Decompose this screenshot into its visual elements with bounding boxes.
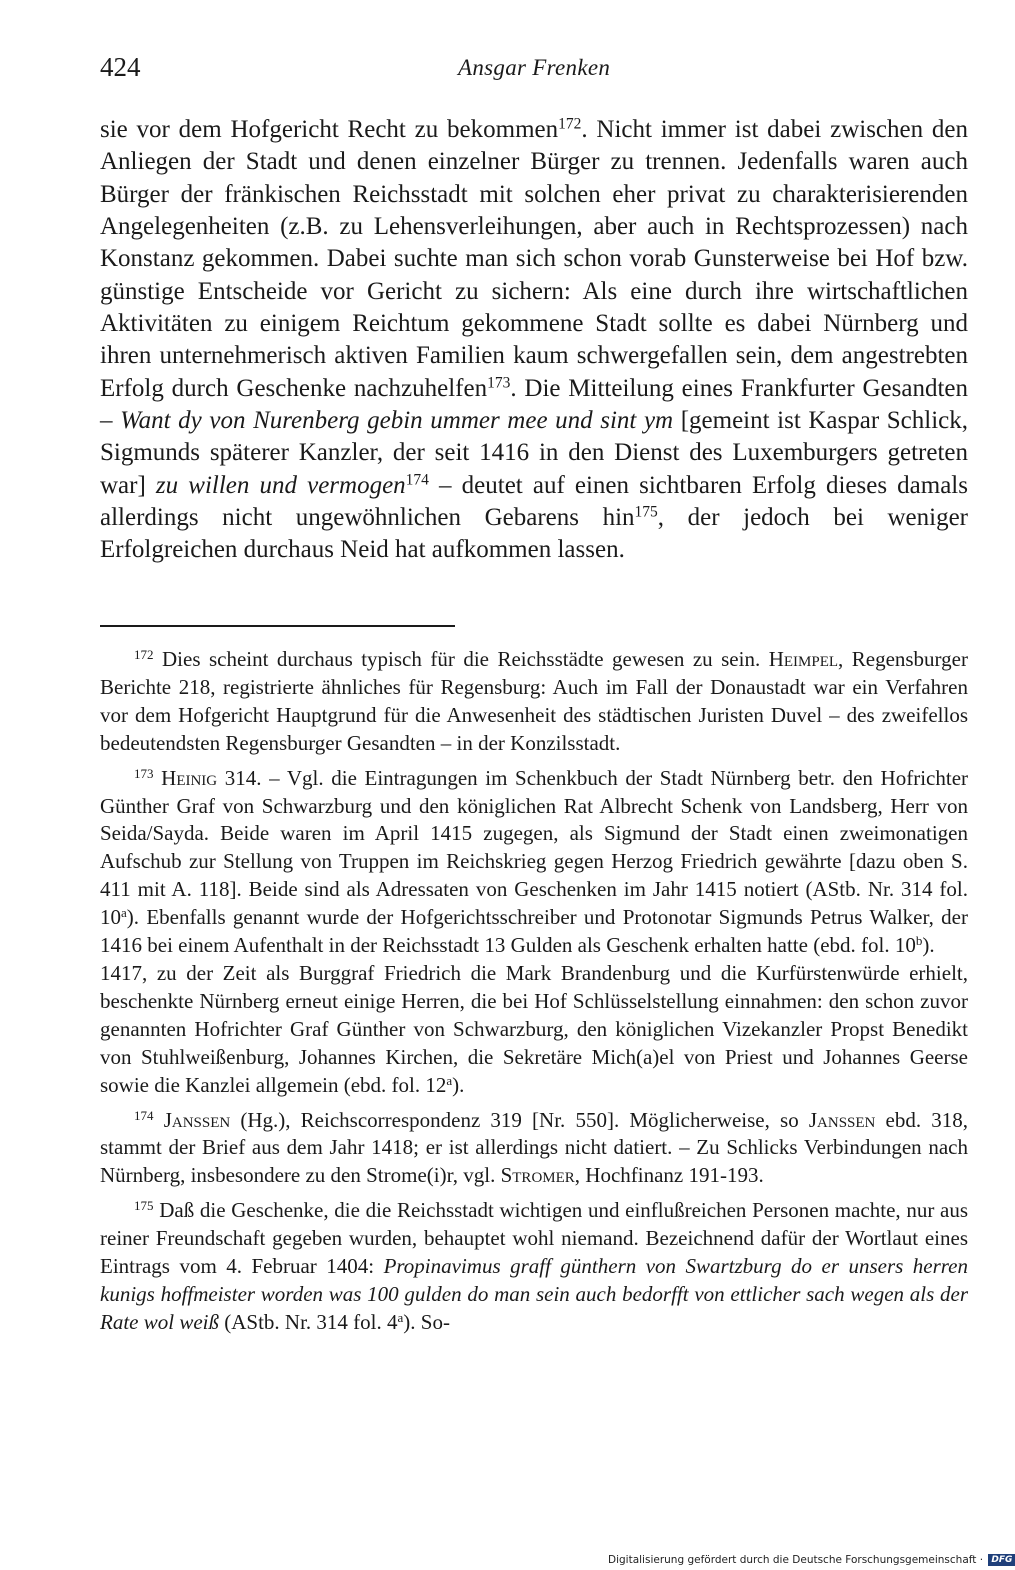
running-head: Ansgar Frenken	[458, 55, 611, 80]
folio-superscript: a	[446, 1072, 453, 1088]
text-run: 1417, zu der Zeit als Burggraf Friedrich die Mark Brandenburg und die Kurfürstenwürde erhielt, beschenkte Nürnberg erneut einige Herren, die bei Hof Schlüsselstellung einnahmen: den schon zuvor genannten Hofrichter Graf Günther von Schwarzburg, den königlichen Vizekanzler Propst Benedikt von Stuhlweißenburg, Johannes Kirchen, die Sekretäre Mich(a)el von Priest und Johannes Geerse sowie die Kanzlei allgemein (ebd. fol. 12	[100, 960, 968, 1097]
text-run: 314. – Vgl. die Eintragungen im Schenkbuch der Stadt Nürnberg betr. den Hofrichter Günther Graf von Schwarzburg und den königlichen Rat Albrecht Schenk von Landsberg, Herr von Seida/Sayda. Beide waren im April 1415 zugegen, als Sigmund der Stadt einen zweimonatigen Aufschub zur Stellung von Truppen im Reichskrieg gegen Herzog Friedrich gewährte [dazu oben S. 411 mit A. 118]. Beide sind als Adressaten von Geschenken im Jahr 1415 notiert (AStb. Nr. 314 fol. 10	[100, 765, 969, 930]
text-run: . Nicht immer ist dabei zwischen den Anliegen der Stadt und denen einzelner Bürger zu trennen. Jedenfalls waren auch Bürger der fränkischen Reichsstadt mit solchen eher privat zu charakterisierenden Angelegenheiten (z.B. zu Lehensverleihungen, aber auch in Rechtsprozessen) nach Konstanz gekommen. Dabei suchte man sich schon vorab Gunsterweise bei Hof bzw. günstige Entscheide vor Gericht zu sichern: Als eine durch ihre wirtschaftlichen Aktivitäten zu einigem Reichtum gekommene Stadt sollte es dabei Nürnberg und ihren unternehmerisch aktiven Familien kaum schwergefallen sein, dem angestrebten Erfolg durch Geschenke nachzuhelfen	[100, 116, 968, 402]
footnote-number: 172	[134, 646, 154, 662]
text-run: , Hochfinanz 191-193.	[574, 1163, 764, 1188]
author-name: Heinig	[161, 765, 218, 790]
text-run: ). Ebenfalls genannt wurde der Hofgerichtsschreiber und Protonotar Sigmunds Petrus Walker, der 1416 bei einem Aufenthalt in der Reichsstadt 13 Gulden als Geschenk erhalten hatte (ebd. fol. 10	[100, 905, 968, 958]
dfg-logo: DFG	[988, 1554, 1015, 1566]
folio-superscript: b	[915, 932, 923, 948]
footnote-separator	[100, 625, 455, 627]
footnote-number: 174	[134, 1107, 154, 1123]
footnote-ref-173[interactable]: 173	[487, 374, 511, 392]
footnote-number: 175	[134, 1198, 154, 1214]
page-number: 424	[100, 52, 141, 82]
main-text	[100, 114, 968, 567]
footnote-175	[100, 1197, 968, 1337]
footnote-ref-175[interactable]: 175	[634, 503, 658, 521]
footer-credit: Digitalisierung gefördert durch die Deutsche Forschungsgemeinschaft ·	[608, 1554, 984, 1566]
text-run: – deutet auf einen sichtbaren Erfolg dieses damals allerdings nicht ungewöhnlichen Gebarens hin	[100, 471, 968, 532]
footnote-number: 173	[134, 765, 154, 781]
digitization-footer	[608, 1554, 1015, 1566]
text-run: ).	[922, 933, 935, 958]
quote-italic: Propinavimus graff günthern von Swartzburg do er unsers herren kunigs hoffmeister worden was 100 gulden do man sein auch bedorfft von ettlicher sach wegen als der Rate wol weiß	[100, 1254, 969, 1334]
folio-superscript: a	[121, 905, 127, 920]
text-run: Daß die Geschenke, die die Reichsstadt wichtigen und einflußreichen Personen machte, nur aus reiner Freundschaft gegeben wurden, behauptet wohl niemand. Bezeichnend dafür der Wortlaut eines Eintrags vom 4. Februar 1404:	[100, 1198, 968, 1279]
footnote-ref-174[interactable]: 174	[405, 471, 429, 489]
footnotes	[100, 646, 968, 1337]
text-run: [gemeint ist Kaspar Schlick, Sigmunds späterer Kanzler, der seit 1416 in den Dienst des Luxemburgers getreten war]	[100, 407, 969, 499]
author-name: Janssen	[808, 1107, 876, 1132]
text-run: ).	[452, 1072, 465, 1097]
footnote-174	[100, 1107, 968, 1191]
author-name: Stromer	[500, 1163, 575, 1188]
text-run: (Hg.), Reichscorrespondenz 319 [Nr. 550]. Möglicherweise, so	[230, 1107, 809, 1132]
text-run: (AStb. Nr. 314 fol. 4	[219, 1309, 398, 1334]
text-run: sie vor dem Hofgericht Recht zu bekommen	[100, 116, 559, 143]
author-name: Heimpel	[768, 647, 839, 671]
page-header	[100, 52, 970, 86]
text-run: , Regensburger Berichte 218, registrierte ähnliches für Regensburg: Auch im Fall der Donaustadt war ein Verfahren vor dem Hofgericht Hauptgrund für die Anwesenheit des städtischen Juristen Duvel – des zweifellos bedeutendsten Regensburger Gesandten – in der Konzilsstadt.	[100, 647, 968, 755]
author-name: Janssen	[163, 1107, 231, 1132]
footnote-173-continuation	[100, 960, 968, 1100]
footnote-173	[100, 765, 968, 960]
text-run: Dies scheint durchaus typisch für die Reichsstädte gewesen zu sein.	[153, 647, 769, 671]
text-run: ebd. 318, stammt der Brief aus dem Jahr 1418; er ist allerdings nicht datiert. – Zu Schlicks Verbindungen nach Nürnberg, insbesondere zu den Strome(i)r, vgl.	[100, 1107, 969, 1188]
footnote-ref-172[interactable]: 172	[558, 115, 582, 133]
quote-italic: zu willen und vermogen	[155, 471, 406, 499]
quote-italic: Want dy von Nurenberg gebin ummer mee und sint ym	[120, 407, 674, 435]
text-run: ). So-	[403, 1309, 450, 1334]
footnote-172	[100, 646, 968, 758]
text-run: . Die Mitteilung eines Frankfurter Gesandten –	[100, 374, 968, 435]
text-run: , der jedoch bei weniger Erfolgreichen durchaus Neid hat aufkommen lassen.	[100, 504, 968, 564]
main-paragraph	[100, 114, 968, 567]
folio-superscript: a	[397, 1309, 404, 1325]
